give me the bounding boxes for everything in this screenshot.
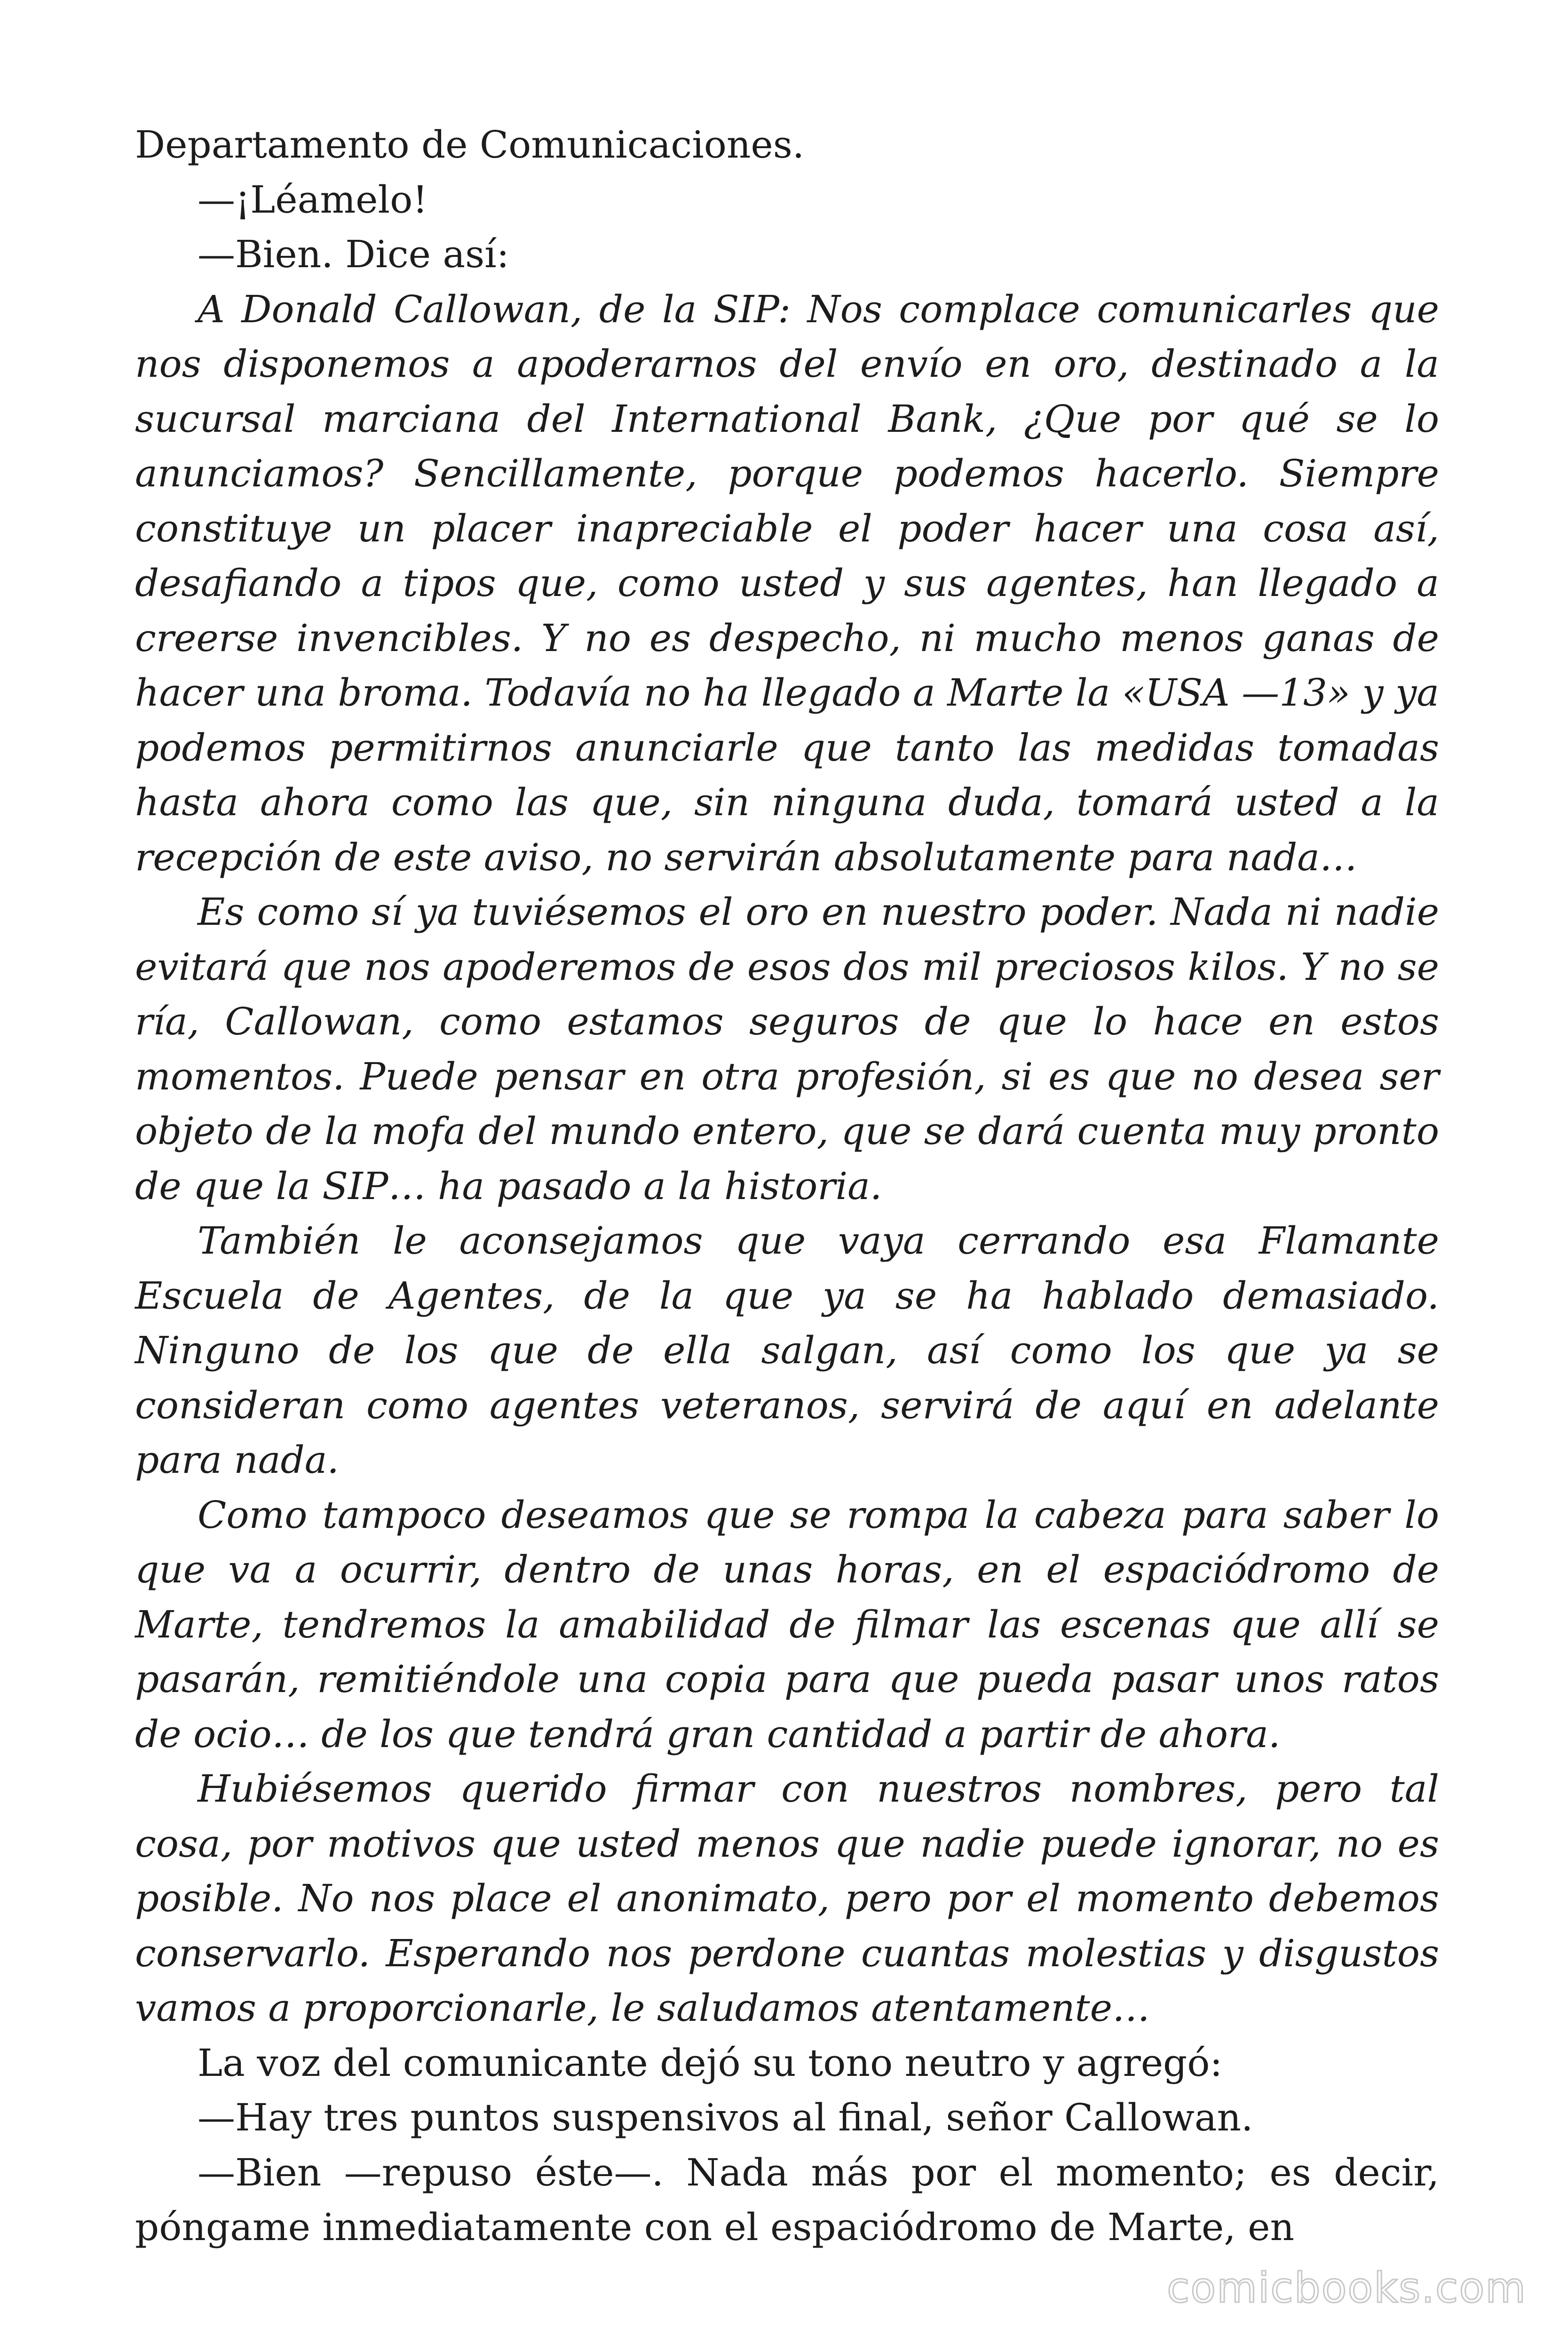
- letter-paragraph-1: A Donald Callowan, de la SIP: Nos complace comunicarles que nos disponemos a apoderarnos del envío en oro, destinado a la sucursal marciana del International Bank, ¿Que por qué se lo anunciamos? Sencillamente, porque podemos hacerlo. Siempre constituye un placer inapreciable el poder hacer una cosa así, desafiando a tipos que, como usted y sus agentes, han llegado a creerse invencibles. Y no es despecho, ni mucho menos ganas de hacer una broma. Todavía no ha llegado a Marte la «USA —13» y ya podemos permitirnos anunciarle que tanto las medidas tomadas hasta ahora como las que, sin ninguna duda, tomará usted a la recepción de este aviso, no servirán absolutamente para nada…: [135, 287, 1439, 879]
- narration-paragraph: La voz del comunicante dejó su tono neutro y agregó:: [198, 2041, 1223, 2085]
- dialogue-reply: —Bien —repuso éste—. Nada más por el momento; es decir, póngame inmediatamente con el espaciódromo de Marte, en: [135, 2150, 1439, 2249]
- paragraph-continuation: Departamento de Comunicaciones.: [135, 123, 805, 167]
- dialogue-ellipsis: —Hay tres puntos suspensivos al final, señor Callowan.: [198, 2096, 1253, 2139]
- letter-paragraph-4: Como tampoco deseamos que se rompa la cabeza para saber lo que va a ocurrir, dentro de unas horas, en el espaciódromo de Marte, tendremos la amabilidad de filmar las escenas que allí se pasarán, remitiéndole una copia para que pueda pasar unos ratos de ocio… de los que tendrá gran cantidad a partir de ahora.: [135, 1493, 1439, 1756]
- watermark-logo: comicbooks.com: [1166, 2264, 1527, 2312]
- book-page-text: [135, 118, 1439, 2255]
- letter-paragraph-2: Es como sí ya tuviésemos el oro en nuestro poder. Nada ni nadie evitará que nos apoderemos de esos dos mil preciosos kilos. Y no se ría, Callowan, como estamos seguros de que lo hace en estos momentos. Puede pensar en otra profesión, si es que no desea ser objeto de la mofa del mundo entero, que se dará cuenta muy pronto de que la SIP… ha pasado a la historia.: [135, 890, 1439, 1208]
- dialogue-it-says: —Bien. Dice así:: [198, 232, 509, 276]
- dialogue-read-it: —¡Léamelo!: [198, 177, 428, 222]
- letter-paragraph-3: También le aconsejamos que vaya cerrando esa Flamante Escuela de Agentes, de la que ya se ha hablado demasiado. Ninguno de los que de ella salgan, así como los que ya se consideran como agentes veteranos, servirá de aquí en adelante para nada.: [135, 1219, 1439, 1482]
- letter-paragraph-5: Hubiésemos querido firmar con nuestros nombres, pero tal cosa, por motivos que usted menos que nadie puede ignorar, no es posible. No nos place el anonimato, pero por el momento debemos conservarlo. Esperando nos perdone cuantas molestias y disgustos vamos a proporcionarle, le saludamos atentamente…: [135, 1767, 1439, 2030]
